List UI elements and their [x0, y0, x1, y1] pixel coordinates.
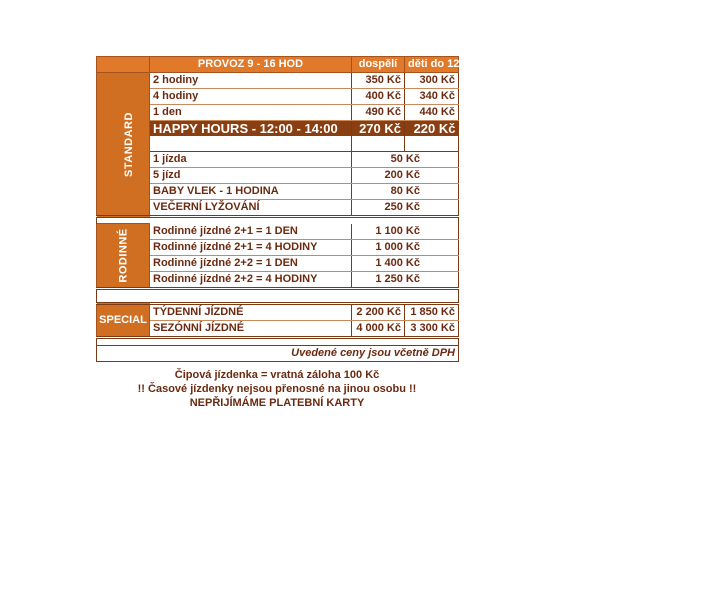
table-header-row	[97, 57, 459, 73]
family-price: 1 100 Kč	[352, 224, 459, 240]
row-label: 2 hodiny	[150, 73, 352, 89]
row-label: Rodinné jízdné 2+1 = 4 HODINY	[150, 239, 352, 255]
category-standard: STANDARD	[97, 73, 150, 217]
single-price: 80 Kč	[352, 184, 459, 200]
separator-row	[97, 217, 459, 224]
transfer-warning: !! Časové jízdenky nejsou přenosné na jinou osobu !!	[137, 383, 417, 395]
spacer-row	[97, 136, 459, 152]
table-row	[97, 224, 459, 240]
vat-note: Uvedené ceny jsou včetně DPH	[97, 345, 459, 361]
table-row	[97, 152, 459, 168]
table-row	[97, 255, 459, 271]
child-price: 1 850 Kč	[405, 303, 459, 320]
table-row	[97, 303, 459, 320]
row-label: BABY VLEK - 1 HODINA	[150, 184, 352, 200]
separator-row	[97, 288, 459, 303]
family-price: 1 000 Kč	[352, 239, 459, 255]
table-row	[97, 168, 459, 184]
info-notes	[96, 368, 458, 410]
row-label: Rodinné jízdné 2+2 = 4 HODINY	[150, 271, 352, 288]
row-label: Rodinné jízdné 2+2 = 1 DEN	[150, 255, 352, 271]
row-label: Rodinné jízdné 2+1 = 1 DEN	[150, 224, 352, 240]
row-label: TÝDENNÍ JÍZDNÉ	[150, 303, 352, 320]
happy-hours-row	[97, 121, 459, 137]
child-price: 3 300 Kč	[405, 320, 459, 337]
vat-note-row	[97, 345, 459, 361]
adult-price: 4 000 Kč	[352, 320, 405, 337]
single-price: 250 Kč	[352, 200, 459, 217]
family-price: 1 250 Kč	[352, 271, 459, 288]
header-title: PROVOZ 9 - 16 HOD	[150, 57, 352, 73]
row-label: 1 jízda	[150, 152, 352, 168]
header-corner-cell	[97, 57, 150, 73]
adult-price: 400 Kč	[352, 89, 405, 105]
category-rodinne: RODINNÉ	[97, 224, 150, 289]
child-price: 220 Kč	[405, 121, 459, 137]
single-price: 50 Kč	[352, 152, 459, 168]
row-label: HAPPY HOURS - 12:00 - 14:00	[150, 121, 352, 137]
table-row	[97, 73, 459, 89]
adult-price: 350 Kč	[352, 73, 405, 89]
single-price: 200 Kč	[352, 168, 459, 184]
table-row	[97, 271, 459, 288]
row-label: VEČERNÍ LYŽOVÁNÍ	[150, 200, 352, 217]
row-label: SEZÓNNÍ JÍZDNÉ	[150, 320, 352, 337]
table-row	[97, 184, 459, 200]
table-row	[97, 89, 459, 105]
row-label: 5 jízd	[150, 168, 352, 184]
adult-price: 2 200 Kč	[352, 303, 405, 320]
no-cards-note: NEPŘIJÍMÁME PLATEBNÍ KARTY	[189, 397, 365, 409]
header-child: děti do 12 let	[405, 57, 459, 73]
table-row	[97, 105, 459, 121]
deposit-note: Čipová jízdenka = vratná záloha 100 Kč	[174, 369, 380, 381]
table-row	[97, 200, 459, 217]
category-special: SPECIAL	[97, 303, 150, 337]
row-label: 4 hodiny	[150, 89, 352, 105]
price-table	[96, 56, 476, 362]
table-row	[97, 239, 459, 255]
adult-price: 490 Kč	[352, 105, 405, 121]
header-adult: dospělí	[352, 57, 405, 73]
child-price: 340 Kč	[405, 89, 459, 105]
child-price: 300 Kč	[405, 73, 459, 89]
separator-row	[97, 337, 459, 345]
table-row	[97, 320, 459, 337]
child-price: 440 Kč	[405, 105, 459, 121]
row-label: 1 den	[150, 105, 352, 121]
adult-price: 270 Kč	[352, 121, 405, 137]
family-price: 1 400 Kč	[352, 255, 459, 271]
